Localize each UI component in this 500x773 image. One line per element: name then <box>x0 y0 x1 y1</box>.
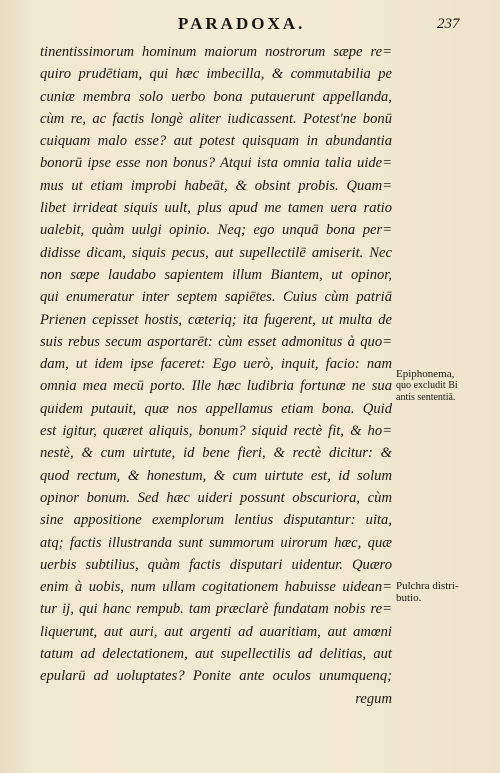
body-text <box>40 41 392 710</box>
text-line: liquerunt, aut auri, aut argenti ad auaritiam, aut amœni <box>40 623 392 640</box>
text-line: suis rebus secum asportarēt: cùm esset admonitus à quo= <box>40 333 392 350</box>
text-line: tur ij, qui hanc rempub. tam præclarè fundatam nobis re= <box>40 601 392 618</box>
text-line: quiro prudētiam, qui hæc imbecilla, & commutabilia pe <box>40 66 392 83</box>
text-line: omnia mea mecū porto. Ille hæc ludibria fortunæ ne sua <box>40 378 392 395</box>
text-line: Prienen cepisset hostis, cæteriq; ita fugerent, ut multa de <box>40 311 392 328</box>
side-note-line: Pulchra distri- <box>396 580 459 592</box>
text-line: opinor bonum. Sed hæc uideri possunt obscuriora, cùm <box>40 489 392 506</box>
text-line: tatum ad delectationem, aut supellectilis ad delitias, aut <box>40 646 392 663</box>
text-line: cùm re, ac factis longè aliter iudicassent. Potest'ne bonū <box>40 110 392 127</box>
text-line: tinentissimorum hominum maiorum nostrorum sæpe re= <box>40 44 392 60</box>
text-line: uerbis subtilius, quàm factis disputari uidentur. Quæro <box>40 556 392 573</box>
side-note-line: antis sententiā. <box>396 392 456 403</box>
text-line: cuniæ membra solo uerbo bona putauerunt appellanda, <box>40 88 392 105</box>
side-note-line: Epiphonema, <box>396 368 455 380</box>
text-line: non sæpe laudabo sapientem illum Biantem, ut opinor, <box>40 266 392 283</box>
side-note-line: quo excludit Bi <box>396 380 458 391</box>
text-line: atq; factis illustranda sunt summorum uirorum hæc, quæ <box>40 534 392 551</box>
text-line: dam, ut idem ipse faceret: Ego uerò, inquit, facio: nam <box>40 356 392 373</box>
text-line: est igitur, quæret aliquis, bonum? siquid rectè fit, & ho= <box>40 423 392 440</box>
page-header <box>0 12 500 36</box>
text-line: cuiquam malo esse? aut potest quisquam in abundantia <box>40 133 392 150</box>
text-line: nestè, & cum uirtute, id bene fieri, & rectè dicitur: & <box>40 445 392 462</box>
catchword: regum <box>355 690 392 707</box>
text-line: epularū ad uoluptates? Ponite ante oculos unumquenq; <box>40 668 392 685</box>
side-note-epiphonema <box>396 368 496 404</box>
text-line: quidem putauit, quæ nos appellamus etiam bona. Quid <box>40 400 392 417</box>
running-title: PARADOXA. <box>178 14 306 33</box>
text-line: bonorū ipse esse non bonus? Atqui ista omnia talia uide= <box>40 155 392 172</box>
text-line: qui enumeratur inter septem sapiētes. Cuius cùm patriā <box>40 289 392 306</box>
text-line: mus ut etiam improbi habeāt, & obsint probis. Quam= <box>40 177 392 194</box>
text-line: ualebit, quàm uulgi opinio. Neq; ego unquā bona per= <box>40 222 392 239</box>
text-line: sine appositione exemplorum lentius disputantur: uita, <box>40 512 392 529</box>
text-line: enim à uobis, num ullam cogitationem habuisse uidean= <box>40 579 392 596</box>
page-number: 237 <box>437 16 460 32</box>
text-line: didisse dicam, siquis pecus, aut supellectilē amiserit. Nec <box>40 244 392 261</box>
text-line: libet irrideat siquis uult, plus apud me tamen uera ratio <box>40 200 392 217</box>
side-note-distributio <box>396 580 496 604</box>
side-note-line: butio. <box>396 592 422 604</box>
text-line: quod rectum, & honestum, & cum uirtute est, id solum <box>40 467 392 484</box>
